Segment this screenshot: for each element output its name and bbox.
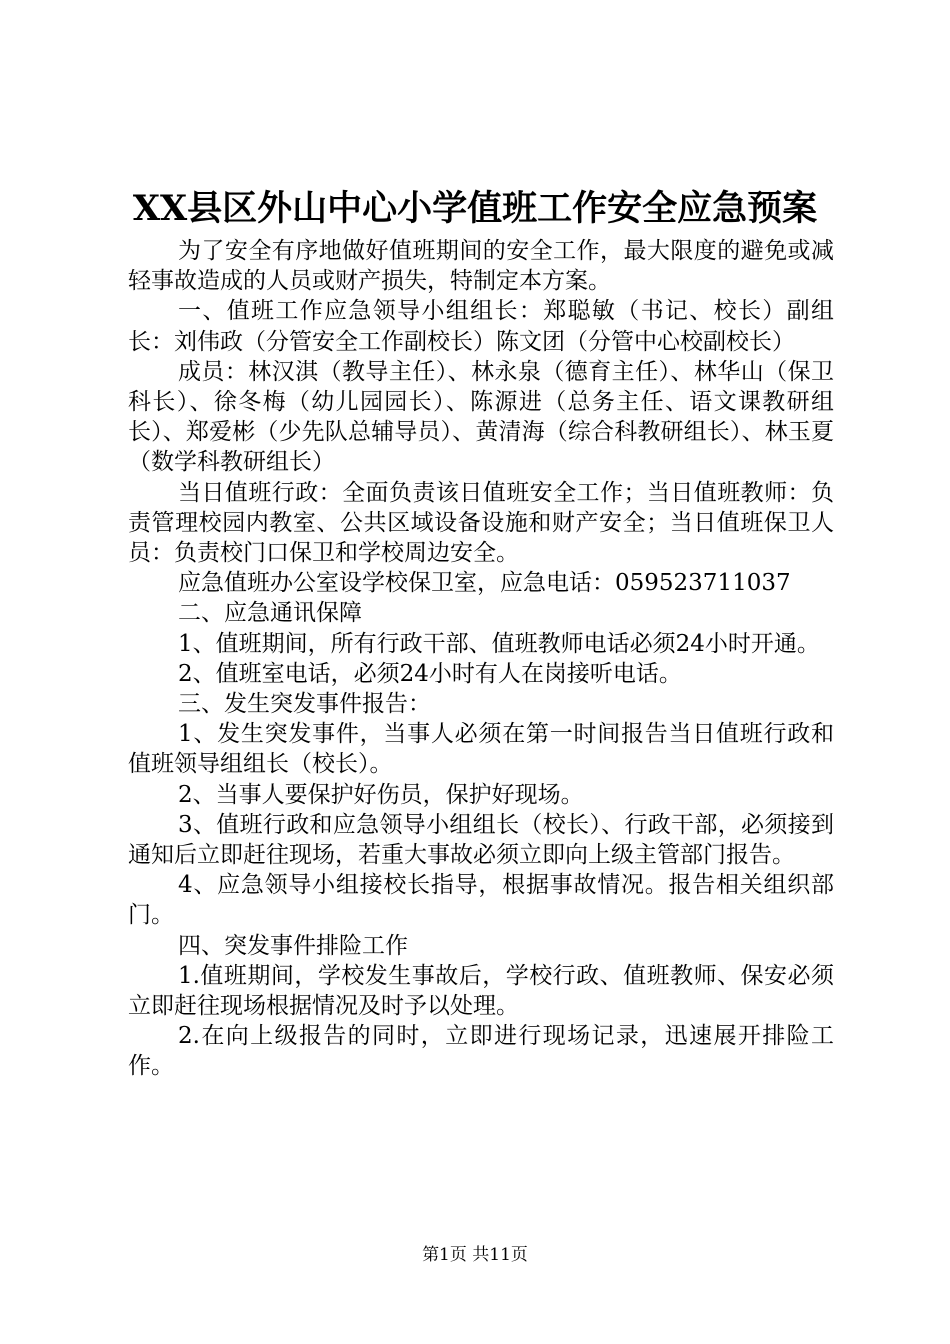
document-title: XX县区外山中心小学值班工作安全应急预案 xyxy=(132,188,818,229)
paragraph-communication-2: 2、值班室电话，必须24小时有人在岗接听电话。 xyxy=(178,660,682,687)
paragraph-reporting-3: 3、值班行政和应急领导小组组长（校长）、行政干部，必须接到通知后立即赶往现场，若重大事故必须立即向上级主管部门报告。 xyxy=(128,811,834,869)
paragraph-hazard-removal-2: 2.在向上级报告的同时，立即进行现场记录，迅速展开排险工作。 xyxy=(128,1023,834,1080)
paragraph-duty-roles: 当日值班行政：全面负责该日值班安全工作；当日值班教师：负责管理校园内教室、公共区域设备设施和财产安全；当日值班保卫人员：负责校门口保卫和学校周边安全。 xyxy=(128,479,834,567)
section-heading-communication: 二、应急通讯保障 xyxy=(178,600,362,627)
paragraph-leadership-group: 一、值班工作应急领导小组组长：郑聪敏（书记、校长）副组长：刘伟政（分管安全工作副校长）陈文团（分管中心校副校长） xyxy=(128,298,834,355)
paragraph-reporting-2: 2、当事人要保护好伤员，保护好现场。 xyxy=(178,781,584,808)
paragraph-reporting-1: 1、发生突发事件，当事人必须在第一时间报告当日值班行政和值班领导组组长（校长）。 xyxy=(128,721,834,778)
paragraph-reporting-4: 4、应急领导小组接校长指导，根据事故情况。报告相关组织部门。 xyxy=(128,872,834,929)
section-heading-hazard-removal: 四、突发事件排险工作 xyxy=(178,932,408,959)
section-heading-reporting: 三、发生突发事件报告： xyxy=(178,691,431,718)
page-number-footer: 第1页 共11页 xyxy=(422,1245,528,1265)
paragraph-intro: 为了安全有序地做好值班期间的安全工作，最大限度的避免或减轻事故造成的人员或财产损失，特制定本方案。 xyxy=(128,238,834,295)
document-body xyxy=(128,236,834,1082)
paragraph-hazard-removal-1: 1.值班期间，学校发生事故后，学校行政、值班教师、保安必须立即赶往现场根据情况及时予以处理。 xyxy=(128,962,834,1020)
paragraph-emergency-phone: 应急值班办公室设学校保卫室，应急电话：059523711037 xyxy=(178,570,791,597)
paragraph-members: 成员：林汉淇（教导主任）、林永泉（德育主任）、林华山（保卫科长）、徐冬梅（幼儿园园长）、陈源进（总务主任、语文课教研组长）、郑爱彬（少先队总辅导员）、黄清海（综合科教研组长）、林玉夏（数学科教研组长） xyxy=(128,358,834,476)
paragraph-communication-1: 1、值班期间，所有行政干部、值班教师电话必须24小时开通。 xyxy=(178,630,820,657)
